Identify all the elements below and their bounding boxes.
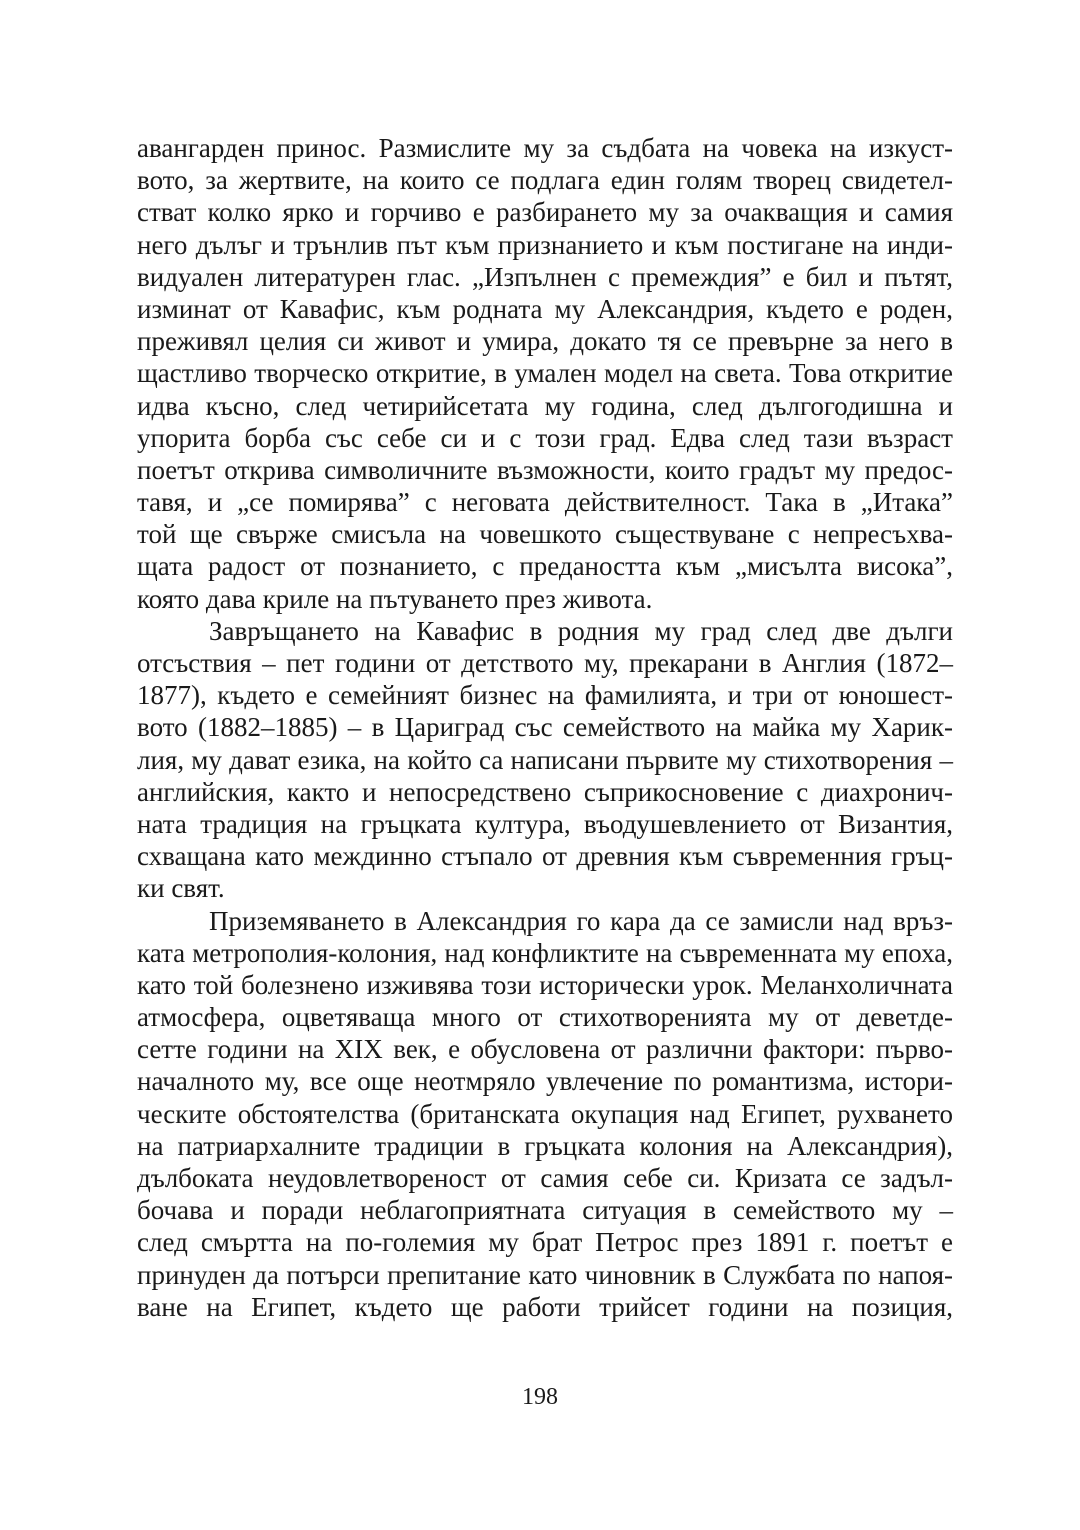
text-line: него дълъг и трънлив път към признанието и към постигане на инди-: [137, 229, 953, 260]
text-line: преживял целия си живот и умира, докато тя се превърне за него в: [137, 326, 953, 357]
text-line: бочава и поради неблагоприятната ситуация в семейството му –: [137, 1195, 953, 1226]
text-line: тавя, и „се помирява” с неговата действителност. Така в „Итака”: [137, 487, 953, 518]
text-line: Приземяването в Александрия го кара да се замисли над връз-: [209, 905, 953, 936]
text-line: ки свят.: [137, 873, 225, 904]
text-line: която дава криле на пътуването през живота.: [137, 583, 653, 614]
text-line: той ще свърже смисъла на човешкото съществуване с непресъхва-: [137, 519, 953, 550]
text-line: ката метрополия-колония, над конфликтите на съвременната му епоха,: [137, 937, 953, 968]
paragraph-1: [137, 132, 953, 615]
text-line: вото, за жертвите, на които се подлага един голям творец свидетел-: [137, 165, 953, 196]
text-line: упорита борба със себе си и с този град. Едва след тази възраст: [137, 422, 953, 453]
text-line: авангарден принос. Размислите му за съдбата на човека на изкуст-: [137, 133, 953, 163]
text-line: 1877), където е семейният бизнес на фамилията, и три от юношест-: [137, 680, 953, 711]
text-line: стват колко ярко и горчиво е разбирането му за очакващия и самия: [137, 197, 953, 228]
text-line: атмосфера, оцветяваща много от стихотворенията му от деветде-: [137, 1002, 953, 1033]
text-line: английския, както и непосредствено съприкосновение с диахронич-: [137, 776, 953, 807]
text-line: вото (1882–1885) – в Цариград със семейството на майка му Харик-: [137, 712, 953, 743]
text-line: началното му, все още неотмряло увлечение по романтизма, истори-: [137, 1066, 953, 1097]
text-line: идва късно, след четирийсетата му година, след дългогодишна и: [137, 390, 953, 421]
text-line: ческите обстоятелства (британската окупация над Египет, рухването: [137, 1098, 953, 1129]
paragraph-2: [137, 615, 953, 905]
text-line: лия, му дават езика, на който са написани първите му стихотворения –: [137, 744, 953, 775]
text-line: изминат от Кавафис, към родната му Александрия, където е роден,: [137, 293, 953, 324]
text-line: поетът открива символичните възможности, които градът му предос-: [137, 454, 953, 485]
text-line: сетте години на XIX век, е обусловена от различни фактори: първо-: [137, 1034, 953, 1065]
text-line: на патриархалните традиции в гръцката колония на Александрия),: [137, 1130, 953, 1161]
text-line: принуден да потърси препитание като чиновник в Службата по напоя-: [137, 1259, 953, 1290]
text-line: ната традиция на гръцката култура, въодушевлението от Византия,: [137, 808, 953, 839]
text-line: Завръщането на Кавафис в родния му град след две дълги: [209, 615, 953, 646]
text-line: схващана като междинно стъпало от древния към съвременния гръц-: [137, 841, 953, 872]
text-line: след смъртта на по-големия му брат Петрос през 1891 г. поетът е: [137, 1227, 953, 1258]
text-line: отсъствия – пет години от детството му, прекарани в Англия (1872–: [137, 648, 953, 678]
paragraph-3: [137, 905, 953, 1323]
text-line: като той болезнено изживява този исторически урок. Меланхоличната: [137, 969, 953, 1000]
text-line: щастливо творческо откритие, в умален модел на света. Това откритие: [137, 358, 953, 389]
text-line: дълбоката неудовлетвореност от самия себе си. Кризата се задъл-: [137, 1163, 953, 1193]
text-line: щата радост от познанието, с предаността към „мисълта висока”,: [137, 551, 953, 582]
text-line: видуален литературен глас. „Изпълнен с премеждия” е бил и пътят,: [137, 261, 953, 292]
page-number: 198: [522, 1384, 558, 1410]
page-body: [137, 132, 953, 1323]
text-line: ване на Египет, където ще работи трийсет години на позиция,: [137, 1291, 953, 1322]
